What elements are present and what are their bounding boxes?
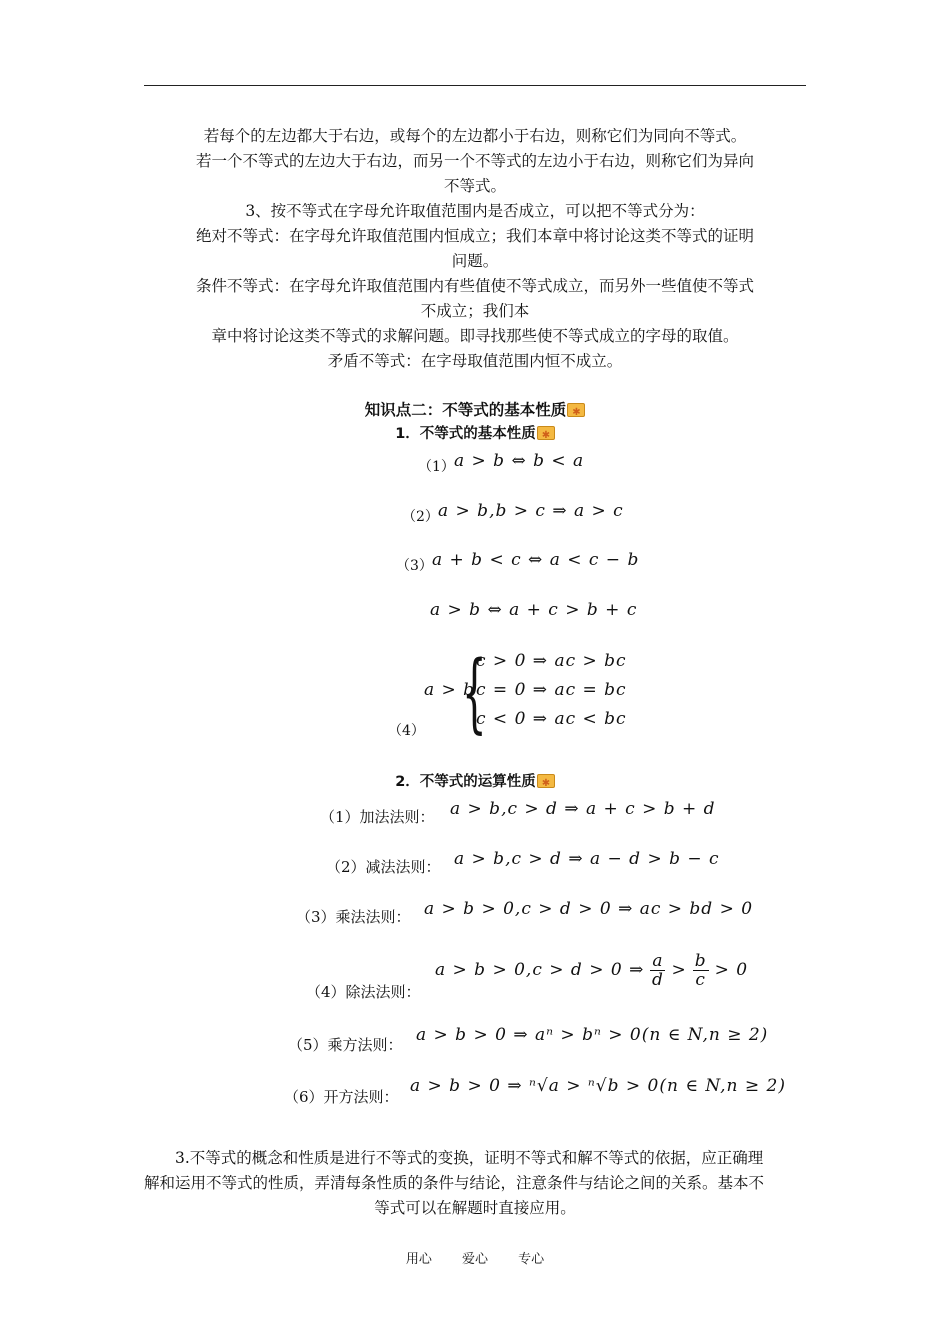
page-footer: 用心 爱心 专心 (405, 1252, 545, 1267)
intro-line-1: 若每个的左边都大于右边，或每个的左边都小于右边，则称它们为同向不等式。 (203, 127, 747, 145)
intro-line-5: 绝对不等式：在字母允许取值范围内恒成立；我们本章中将讨论这类不等式的证明 (195, 227, 754, 245)
section-title-text: 知识点二：不等式的基本性质 (364, 401, 567, 419)
subsection-basic-title (144, 423, 806, 445)
fraction-2-numerator: b (694, 950, 707, 971)
closing-line-3: 等式可以在解题时直接应用。 (374, 1199, 576, 1217)
subsection-operations-text: 2．不等式的运算性质 (395, 774, 536, 790)
intro-line-9: 章中将讨论这类不等式的求解问题。即寻找那些使不等式成立的字母的取值。 (211, 327, 739, 345)
rule-2-label: （2）减法法则： (326, 858, 441, 876)
left-brace-icon: { (462, 643, 487, 743)
intro-line-7: 条件不等式：在字母允许取值范围内有些值使不等式成立，而另外一些值使不等式 (195, 277, 754, 295)
rule-3-formula: a > b > 0,c > d > 0 ⇒ ac > bd > 0 (424, 899, 754, 919)
intro-line-4: 3、按不等式在字母允许取值范围内是否成立，可以把不等式分为： (245, 202, 705, 220)
rule-1-label: （1）加法法则： (320, 808, 435, 826)
subsection-operations-title (144, 771, 806, 793)
folder-icon[interactable] (537, 426, 555, 440)
intro-line-10: 矛盾不等式：在字母取值范围内恒不成立。 (327, 352, 623, 370)
folder-icon[interactable] (567, 403, 585, 417)
folder-icon[interactable] (537, 774, 555, 788)
rule-4-formula (435, 950, 748, 990)
intro-line-6: 问题。 (451, 252, 499, 270)
prop-4-case-3: c < 0 ⇒ ac < bc (476, 709, 627, 729)
prop-3-formula: a + b < c ⇔ a < c − b (432, 550, 640, 570)
rule-5-formula: a > b > 0 ⇒ aⁿ > bⁿ > 0(n ∈ N,n ≥ 2) (416, 1025, 769, 1045)
fraction-1-numerator: a (652, 950, 664, 971)
rule-4-label: （4）除法法则： (306, 983, 421, 1001)
rule-4-middle: > (671, 960, 687, 980)
rule-4-suffix: > 0 (714, 960, 749, 980)
prop-1-formula: a > b ⇔ b < a (454, 451, 585, 471)
prop-4-case-1: c > 0 ⇒ ac > bc (476, 651, 627, 671)
fraction-b-over-c (693, 952, 709, 989)
intro-line-3: 不等式。 (443, 177, 506, 195)
rule-4-prefix: a > b > 0,c > d > 0 ⇒ (435, 960, 645, 980)
intro-line-8: 不成立；我们本 (420, 302, 530, 320)
header-rule (144, 85, 806, 86)
prop-1-label: （1） (418, 459, 455, 475)
fraction-a-over-d (650, 952, 665, 989)
prop-4-label: （4） (388, 723, 425, 739)
prop-4-lhs: a > b (424, 680, 476, 700)
prop-3b-formula: a > b ⇔ a + c > b + c (430, 600, 638, 620)
rule-5-label: （5）乘方法则： (288, 1036, 403, 1054)
rule-6-label: （6）开方法则： (284, 1088, 399, 1106)
rule-6-formula: a > b > 0 ⇒ ⁿ√a > ⁿ√b > 0(n ∈ N,n ≥ 2) (410, 1076, 786, 1096)
rule-1-formula: a > b,c > d ⇒ a + c > b + d (450, 799, 716, 819)
prop-2-formula: a > b,b > c ⇒ a > c (438, 501, 624, 521)
rule-3-label: （3）乘法法则： (296, 908, 411, 926)
section-title (144, 399, 806, 421)
rule-2-formula: a > b,c > d ⇒ a − d > b − c (454, 849, 720, 869)
prop-2-label: （2） (402, 509, 439, 525)
fraction-1-denominator: d (651, 969, 664, 990)
subsection-basic-text: 1．不等式的基本性质 (395, 426, 536, 442)
closing-line-2: 解和运用不等式的性质，弄清每条性质的条件与结论，注意条件与结论之间的关系。基本不 (144, 1174, 765, 1192)
closing-line-1: 3.不等式的概念和性质是进行不等式的变换，证明不等式和解不等式的依据，应正确理 (175, 1149, 764, 1167)
intro-line-2: 若一个不等式的左边大于右边，而另一个不等式的左边小于右边，则称它们为异向 (195, 152, 754, 170)
fraction-2-denominator: c (695, 969, 706, 990)
prop-4-case-2: c = 0 ⇒ ac = bc (476, 680, 627, 700)
prop-3-label: （3） (396, 558, 433, 574)
